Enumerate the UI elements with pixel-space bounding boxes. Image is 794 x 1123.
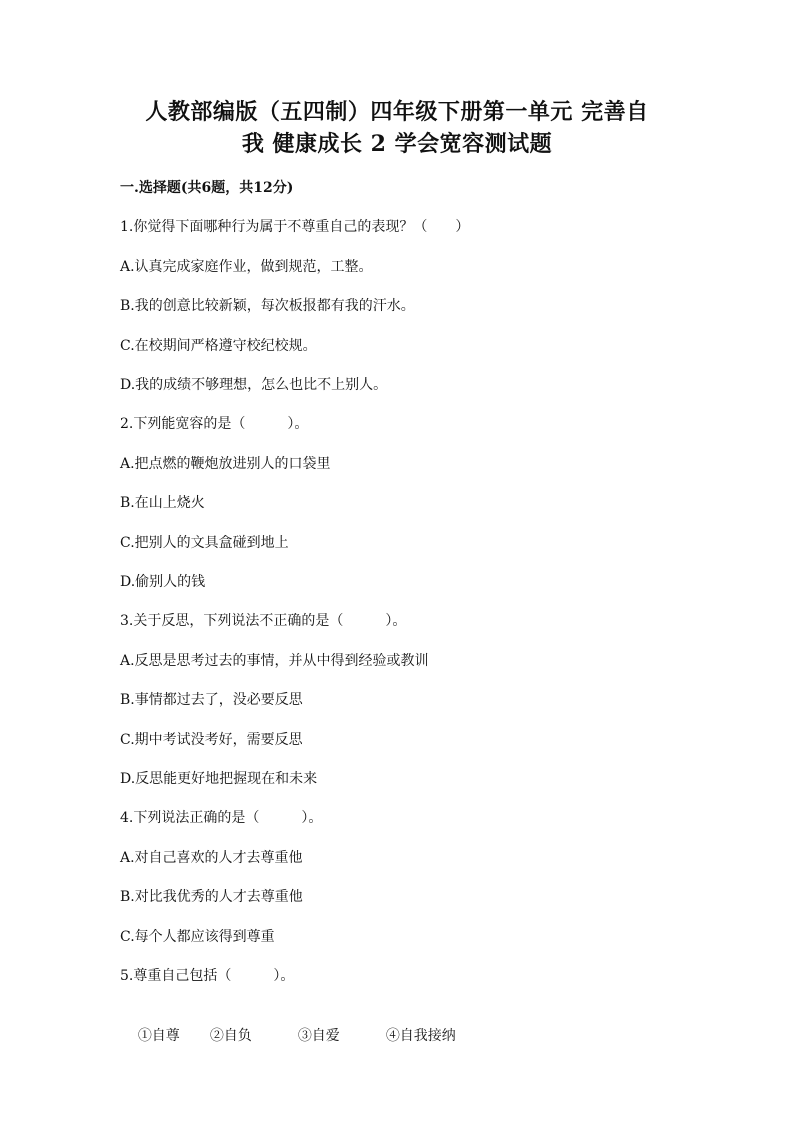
question-5-choice-2: ②自负 [209,1028,252,1044]
question-5-choice-4: ④自我接纳 [385,1028,456,1044]
question-2-option-d: D.偷别人的钱 [120,574,206,590]
document-title-line-2: 我 健康成长 2 学会宽容测试题 [241,131,553,157]
question-4-option-c: C.每个人都应该得到尊重 [120,929,275,945]
document-title-line-1: 人教部编版（五四制）四年级下册第一单元 完善自 [145,99,649,125]
question-3-option-d: D.反思能更好地把握现在和未来 [120,771,318,787]
question-5-choices [120,1006,456,1066]
question-3-option-b: B.事情都过去了，没必要反思 [120,692,303,708]
question-1-stem: 1.你觉得下面哪种行为属于不尊重自己的表现？（ ） [120,219,470,235]
question-1-option-a: A.认真完成家庭作业，做到规范，工整。 [120,259,373,275]
question-4-option-a: A.对自己喜欢的人才去尊重他 [120,850,303,866]
question-3-option-a: A.反思是思考过去的事情，并从中得到经验或教训 [120,653,429,669]
question-5-choice-3: ③自爱 [297,1028,340,1044]
section-heading: 一.选择题(共6题，共12分) [120,180,294,196]
question-5-stem: 5.尊重自己包括（ ）。 [120,968,295,984]
question-2-option-c: C.把别人的文具盒碰到地上 [120,535,289,551]
question-5-choice-1: ①自尊 [137,1028,180,1044]
question-1-option-b: B.我的创意比较新颖，每次板报都有我的汗水。 [120,298,415,314]
question-1-option-c: C.在校期间严格遵守校纪校规。 [120,338,317,354]
question-2-option-b: B.在山上烧火 [120,495,205,511]
question-4-option-b: B.对比我优秀的人才去尊重他 [120,889,303,905]
question-3-stem: 3.关于反思，下列说法不正确的是（ ）。 [120,613,407,629]
question-2-option-a: A.把点燃的鞭炮放进别人的口袋里 [120,456,331,472]
question-2-stem: 2.下列能宽容的是（ ）。 [120,416,309,432]
question-3-option-c: C.期中考试没考好，需要反思 [120,732,303,748]
question-4-stem: 4.下列说法正确的是（ ）。 [120,810,323,826]
question-1-option-d: D.我的成绩不够理想，怎么也比不上别人。 [120,377,388,393]
